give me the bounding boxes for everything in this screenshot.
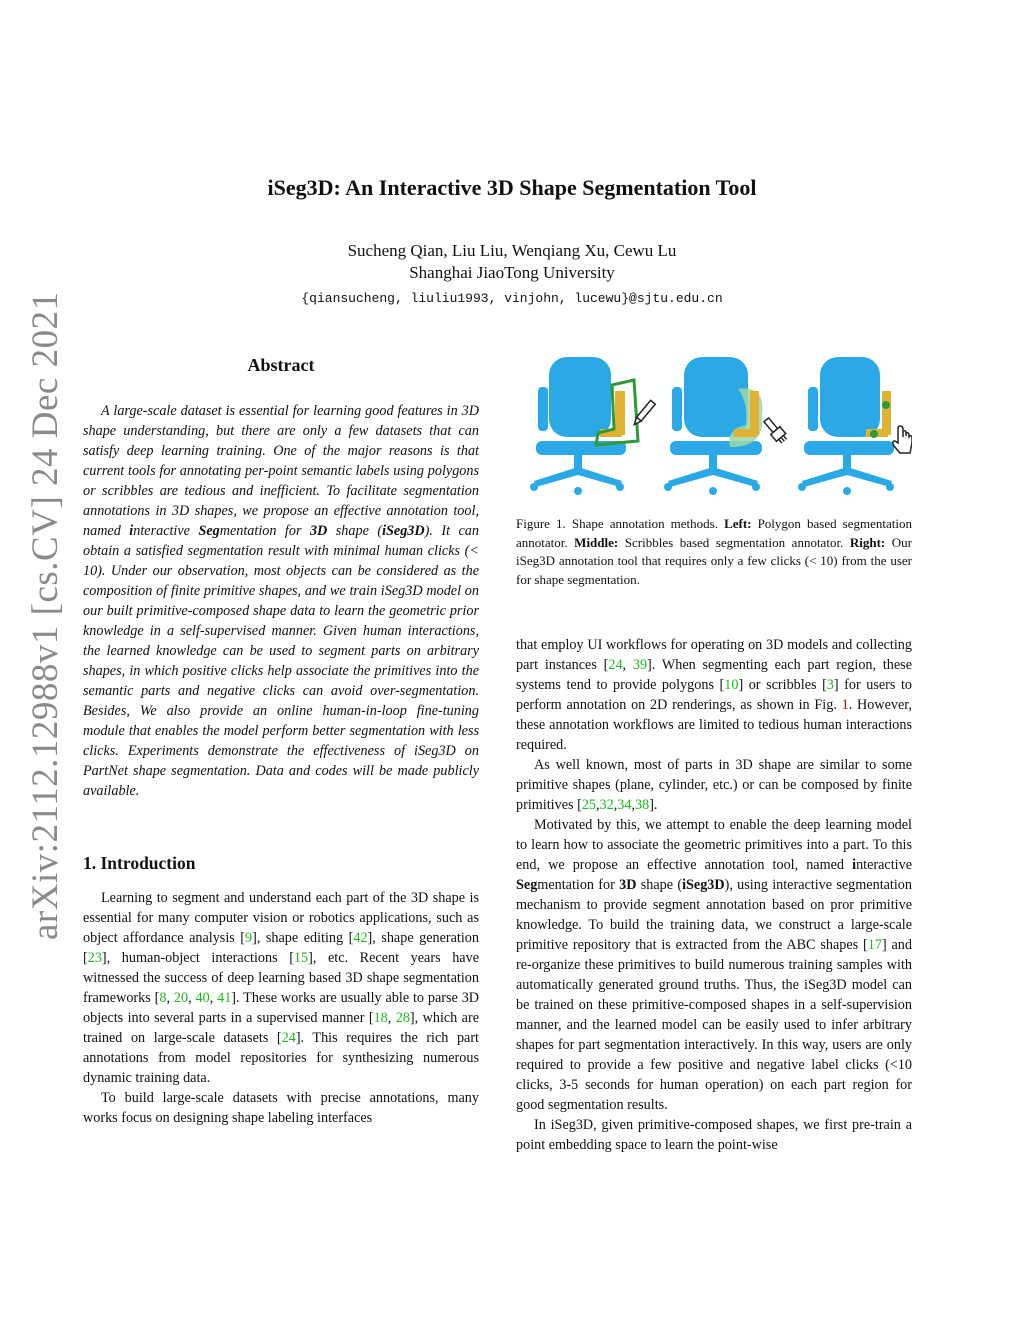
hand-cursor-icon <box>893 426 912 453</box>
brush-icon <box>762 416 789 445</box>
author-block <box>0 240 1024 284</box>
author-names: Sucheng Qian, Liu Liu, Wenqiang Xu, Cewu Lu <box>347 241 677 260</box>
figure-1 <box>516 355 912 505</box>
intro-paragraph-2: To build large-scale datasets with precise annotations, many works focus on designing shape labeling interfaces <box>83 1090 479 1126</box>
citation-link[interactable]: 25 <box>581 797 596 813</box>
figure-reference-link[interactable]: 1 <box>841 697 849 713</box>
right-body-text <box>516 635 912 1155</box>
citation-link[interactable]: 8 <box>159 990 167 1006</box>
citation-link[interactable]: 42 <box>353 930 368 946</box>
citation-link[interactable]: 20 <box>173 990 189 1006</box>
left-column <box>83 355 479 1128</box>
citation-link[interactable]: 28 <box>395 1010 410 1026</box>
arxiv-identifier: arXiv:2112.12988v1 [cs.CV] 24 Dec 2021 <box>25 291 66 940</box>
citation-link[interactable]: 40 <box>195 990 210 1006</box>
right-column <box>516 355 912 1155</box>
intro-paragraph-1: Learning to segment and understand each part of the 3D shape is essential for many computer vision or robotics applications, such as object affordance analysis [9], shape editing [42], shape generation [23], human-object interactions [15], etc. Recent years have witnessed the success of deep learning based 3D shape segmentation frameworks [8, 20, 40, 41]. These works are usually able to parse 3D objects into several parts in a supervised manner [18, 28], which are trained on large-scale datasets [24]. This requires the rich part annotations from model repositories for synthesizing numerous dynamic training data. <box>83 890 480 1086</box>
citation-link[interactable]: 9 <box>245 930 253 946</box>
citation-link[interactable]: 10 <box>724 677 739 693</box>
citation-link[interactable]: 18 <box>373 1010 388 1026</box>
right-paragraph-1: that employ UI workflows for operating on 3D models and collecting part instances [24, 39]. When segmenting each part region, these systems tend to provide polygons [10] or scribbles [3] for users to perform annotation on 2D renderings, as shown in Fig. 1. However, these annotation workflows are limited to tedious human interactions required. <box>516 637 913 753</box>
abstract-text: A large-scale dataset is essential for learning good features in 3D shape understanding, but there are only a few datasets that can satisfy deep learning training. One of the major reasons is that current tools for annotating per-point semantic labels using polygons or scribbles are tedious and inefficient. To facilitate segmentation annotations in 3D shapes, we propose an effective annotation tool, named interactive Segmentation for 3D shape (iSeg3D). It can obtain a satisfied segmentation result with minimal human clicks (< 10). Under our observation, most objects can be considered as the composition of finite primitive shapes, and we train iSeg3D model on our built primitive-composed shape data to learn the geometric prior knowledge in a self-supervised manner. Given human interactions, the learned knowledge can be used to segment parts on arbitrary shapes, in which positive clicks help associate the primitives into the semantic parts and negative clicks can avoid over-segmentation. Besides, We also provide an online human-in-loop fine-tuning module that enables the model perform better segmentation with less clicks. Experiments demonstrate the effectiveness of iSeg3D on PartNet shape segmentation. Data and codes will be made publicly available. <box>83 403 479 799</box>
citation-link[interactable]: 24 <box>281 1030 296 1046</box>
citation-link[interactable]: 17 <box>867 937 882 953</box>
citation-link[interactable]: 23 <box>87 950 102 966</box>
right-paragraph-2: As well known, most of parts in 3D shape are similar to some primitive shapes (plane, cylinder, etc.) or can be composed by finite primitives [25,32,34,38]. <box>516 757 912 813</box>
citation-link[interactable]: 41 <box>217 990 232 1006</box>
chair-scribble-example <box>664 357 789 495</box>
citation-link[interactable]: 24 <box>608 657 623 673</box>
citation-link[interactable]: 39 <box>632 657 648 673</box>
citation-link[interactable]: 38 <box>635 797 650 813</box>
right-paragraph-4: In iSeg3D, given primitive-composed shapes, we first pre-train a point embedding space to learn the point-wise <box>516 1117 912 1153</box>
citation-link[interactable]: 34 <box>617 797 632 813</box>
citation-link[interactable]: 32 <box>599 797 614 813</box>
author-emails: {qiansucheng, liuliu1993, vinjohn, lucewu}@sjtu.edu.cn <box>301 291 723 306</box>
introduction-heading: 1. Introduction <box>83 853 196 873</box>
chair-annotation-illustration <box>516 355 912 505</box>
right-paragraph-3: Motivated by this, we attempt to enable the deep learning model to learn how to associate the geometric primitives into a part. To this end, we propose an effective annotation tool, named interactive Segmentation for 3D shape (iSeg3D), using interactive segmentation mechanism to provide segment annotation based on pror primitive knowledge. To build the training data, we construct a large-scale primitive repository that is extracted from the ABC shapes [17] and re-organize these primitives to build numerous training samples with automatically generated ground truths. Thus, the iSeg3D model can be trained on these primitive-composed shapes in a self-supervision manner, and the learned model can be easily used to infer arbitrary shapes for part segmentation interactively. In this way, users are only required to provide a few positive and negative label clicks (<10 clicks, 3-5 seconds for human operation) on each part region for good segmentation results. <box>516 817 912 1113</box>
abstract-heading: Abstract <box>247 355 315 375</box>
figure-1-caption: Figure 1. Shape annotation methods. Left: Polygon based segmentation annotator. Middle: Scribbles based segmentation annotator. Right: Our iSeg3D annotation tool that requires only a few clicks (< 10) from the user for shape segmentation. <box>516 516 912 587</box>
affiliation: Shanghai JiaoTong University <box>409 263 615 282</box>
citation-link[interactable]: 3 <box>826 677 834 693</box>
chair-polygon-example <box>530 357 655 495</box>
paper-title: iSeg3D: An Interactive 3D Shape Segmentation Tool <box>267 175 757 200</box>
chair-click-example <box>798 357 912 495</box>
citation-link[interactable]: 15 <box>293 950 309 966</box>
